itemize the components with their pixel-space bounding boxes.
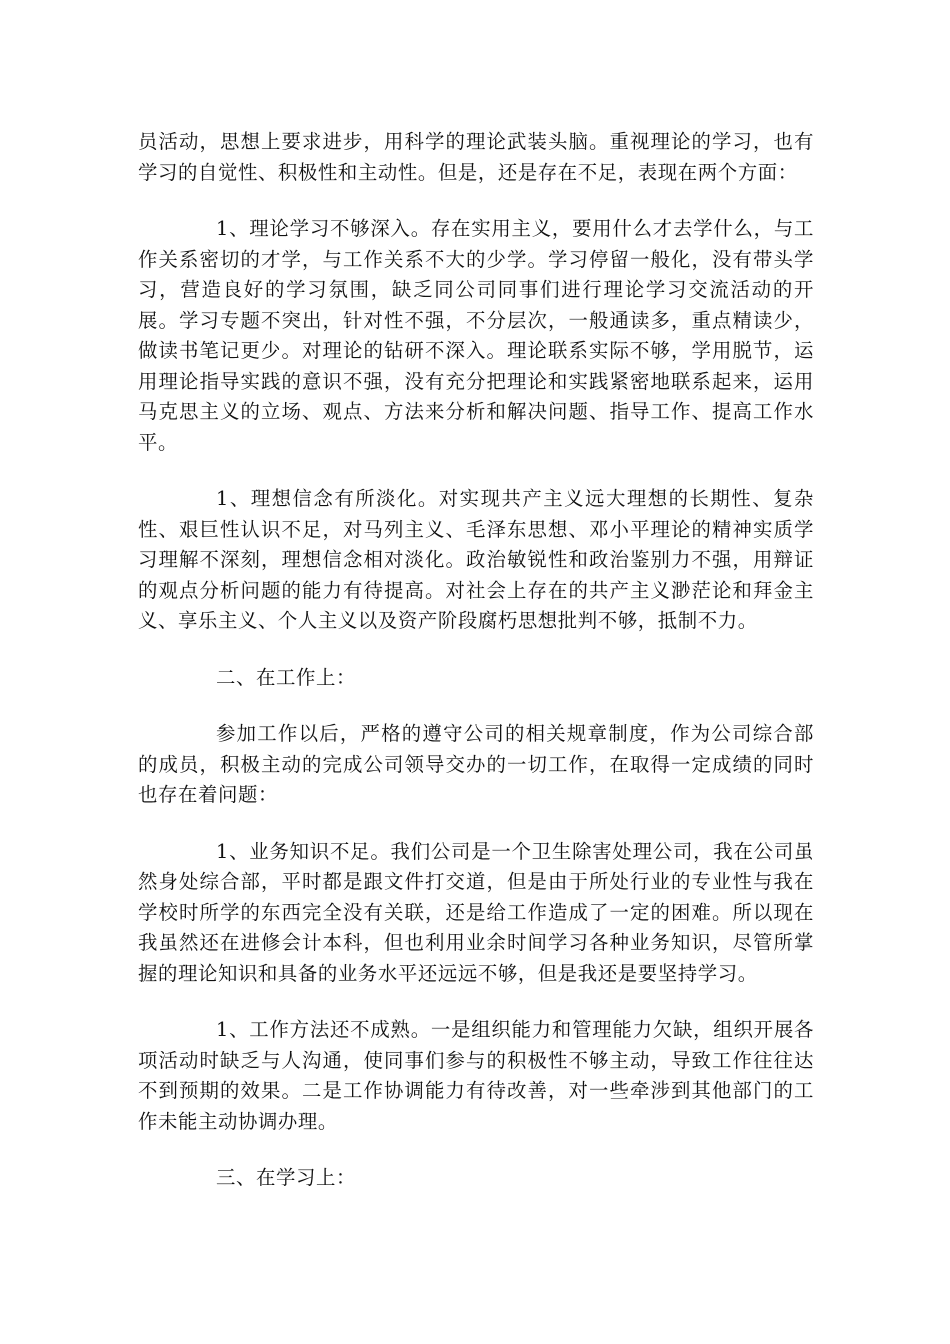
paragraph-work-intro: 参加工作以后，严格的遵守公司的相关规章制度，作为公司综合部的成员，积极主动的完成公司领导交办的一切工作，在取得一定成绩的同时也存在着问题： [138,722,814,806]
section-heading-work: 二、在工作上： [216,665,356,689]
document-body [138,127,814,1220]
paragraph-theory-study: 1、理论学习不够深入。存在实用主义，要用什么才去学什么，与工作关系密切的才学，与工作关系不大的少学。学习停留一般化，没有带头学习，营造良好的学习氛围，缺乏同公司同事们进行理论学习交流活动的开展。学习专题不突出，针对性不强，不分层次，一般通读多，重点精读少，做读书笔记更少。对理论的钻研不深入。理论联系实际不够，学用脱节，运用理论指导实践的意识不强，没有充分把理论和实践紧密地联系起来，运用马克思主义的立场、观点、方法来分析和解决问题、指导工作、提高工作水平。 [138,217,814,454]
paragraph-ideals-beliefs: 1、理想信念有所淡化。对实现共产主义远大理想的长期性、复杂性、艰巨性认识不足，对马列主义、毛泽东思想、邓小平理论的精神实质学习理解不深刻，理想信念相对淡化。政治敏锐性和政治鉴别力不强，用辩证的观点分析问题的能力有待提高。对社会上存在的共产主义渺茫论和拜金主义、享乐主义、个人主义以及资产阶段腐朽思想批判不够，抵制不力。 [138,487,814,632]
section-heading-study: 三、在学习上： [216,1166,356,1189]
paragraph-work-methods: 1、工作方法还不成熟。一是组织能力和管理能力欠缺，组织开展各项活动时缺乏与人沟通，使同事们参与的积极性不够主动，导致工作往往达不到预期的效果。二是工作协调能力有待改善，对一些牵涉到其他部门的工作未能主动协调办理。 [138,1018,814,1133]
paragraph-business-knowledge: 1、业务知识不足。我们公司是一个卫生除害处理公司，我在公司虽然身处综合部，平时都是跟文件打交道，但是由于所处行业的专业性与我在学校时所学的东西完全没有关联，还是给工作造成了一定的困难。所以现在我虽然还在进修会计本科，但也利用业余时间学习各种业务知识，尽管所掌握的理论知识和具备的业务水平还远远不够，但是我还是要坚持学习。 [138,839,814,985]
paragraph-intro-continued: 员活动，思想上要求进步，用科学的理论武装头脑。重视理论的学习，也有学习的自觉性、积极性和主动性。但是，还是存在不足，表现在两个方面： [138,130,814,184]
